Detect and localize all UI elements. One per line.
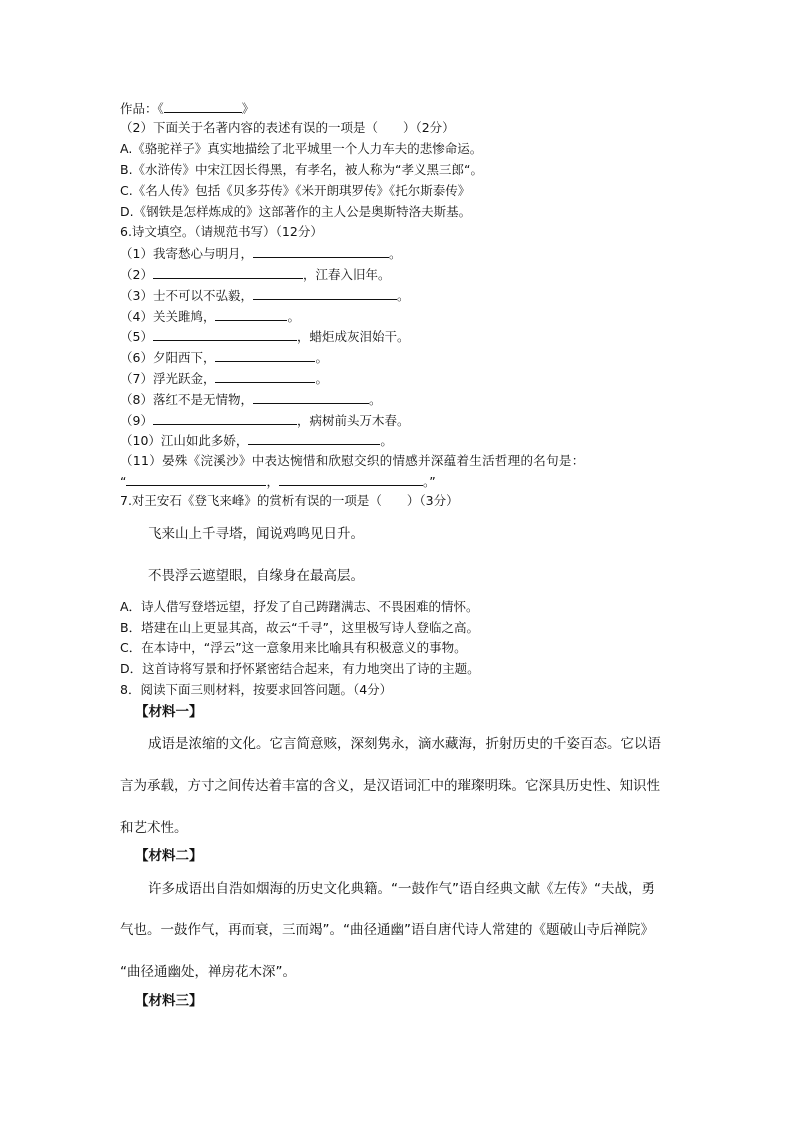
q6-item-6-text: （6）夕阳西下， [120, 350, 216, 365]
q6-item-1-blank[interactable] [253, 245, 389, 258]
q6-item-9 [120, 412, 409, 429]
q6-item-3-end: 。 [396, 288, 410, 303]
q6-item-4-end: 。 [287, 309, 300, 324]
q6-item-11-blank-1[interactable] [126, 473, 266, 486]
q6-item-8-blank[interactable] [253, 391, 369, 404]
q7-option-d: D．这首诗将写景和抒怀紧密结合起来，有力地突出了诗的主题。 [120, 661, 480, 676]
material-1-line-1: 成语是浓缩的文化。它言简意赅，深刻隽永，滴水藏海，折射历史的千姿百态。它以语 [148, 736, 661, 752]
material-1-line-3: 和艺术性。 [120, 820, 188, 836]
q7-option-a: A．诗人借写登塔远望，抒发了自己踌躇满志、不畏困难的情怀。 [120, 599, 479, 614]
q2-option-b: B.《水浒传》中宋江因长得黑，有孝名，被人称为“孝义黑三郎“。 [120, 162, 484, 177]
q6-item-7 [120, 370, 328, 387]
material-1-title: 【材料一】 [135, 704, 203, 720]
q6-item-4-text: （4）关关雎鸠， [120, 309, 216, 324]
q6-item-3-text: （3）士不可以不弘毅， [120, 288, 253, 303]
q6-item-9-blank[interactable] [153, 412, 297, 425]
q6-item-8-text: （8）落红不是无情物， [120, 392, 253, 407]
q6-item-1-end: 。 [388, 246, 402, 261]
work-label: 作品：《 [120, 101, 164, 116]
q6-title: 6.诗文填空。（请规范书写）（12分） [120, 224, 323, 239]
work-answer-blank[interactable] [164, 100, 242, 113]
q6-item-10 [120, 432, 393, 449]
q6-item-3 [120, 287, 409, 304]
q6-item-11-blank-2[interactable] [279, 473, 423, 486]
q6-item-10-end: 。 [380, 433, 393, 448]
q6-item-1-text: （1）我寄愁心与明月， [120, 246, 253, 261]
q6-item-9-text: （9） [120, 413, 153, 428]
q6-item-3-blank[interactable] [253, 287, 397, 300]
material-1-line-2: 言为承载，方寸之间传达着丰富的含义，是汉语词汇中的璀璨明珠。它深具历史性、知识性 [120, 778, 660, 794]
q8-stem: 8．阅读下面三则材料，按要求回答问题。（4分） [120, 682, 393, 697]
q6-item-5-text: （5） [120, 329, 153, 344]
q6-item-11-open-quote: “ [120, 474, 127, 489]
material-2-title: 【材料二】 [135, 848, 203, 864]
q6-item-8-end: 。 [368, 392, 382, 407]
q6-item-7-blank[interactable] [215, 370, 315, 383]
q6-item-2-end: ，江春入旧年。 [302, 267, 391, 282]
q6-item-7-text: （7）浮光跃金， [120, 371, 216, 386]
q6-item-11-comma: ， [266, 474, 279, 489]
q2-option-c: C.《名人传》包括《贝多芬传》《米开朗琪罗传》《托尔斯泰传》 [120, 183, 471, 198]
q6-item-6-end: 。 [315, 350, 328, 365]
q7-poem-line-1: 飞来山上千寻塔，闻说鸡鸣见日升。 [148, 526, 364, 542]
q6-item-4 [120, 308, 300, 325]
q2-stem: （2）下面关于名著内容的表述有误的一项是（ ）（2分） [120, 120, 455, 135]
q6-item-2 [120, 266, 390, 283]
material-3-title: 【材料三】 [135, 993, 203, 1009]
material-2-line-3: “曲径通幽处，禅房花木深”。 [120, 964, 296, 980]
q2-option-a: A.《骆驼祥子》真实地描绘了北平城里一个人力车夫的悲惨命运。 [120, 141, 483, 156]
q6-item-5-blank[interactable] [153, 328, 297, 341]
q6-item-11-answer [120, 473, 436, 490]
q7-option-b: B．塔建在山上更显其高，故云“千寻”，这里极写诗人登临之高。 [120, 620, 480, 635]
q6-item-1 [120, 245, 401, 262]
q6-item-7-end: 。 [315, 371, 328, 386]
q6-item-2-blank[interactable] [153, 266, 303, 279]
q7-option-c: C．在本诗中，“浮云”这一意象用来比喻具有积极意义的事物。 [120, 640, 467, 655]
q6-item-11: （11）晏殊《浣溪沙》中表达惋惜和欣慰交织的情感并深蕴着生活哲理的名句是： [120, 453, 585, 468]
q7-stem: 7.对王安石《登飞来峰》的赏析有误的一项是（ ）（3分） [120, 493, 459, 508]
q6-item-11-close-quote: 。” [423, 474, 436, 489]
q6-item-10-text: （10）江山如此多娇， [120, 433, 249, 448]
material-2-line-2: 气也。一鼓作气，再而衰，三而竭”。“曲径通幽”语自唐代诗人常建的《题破山寺后禅院》 [120, 922, 654, 938]
material-2-line-1: 许多成语出自浩如烟海的历史文化典籍。“一鼓作气”语自经典文献《左传》“夫战，勇 [148, 881, 655, 897]
q6-item-10-blank[interactable] [248, 432, 380, 445]
q6-item-5 [120, 328, 409, 345]
q6-item-4-blank[interactable] [215, 308, 287, 321]
q6-item-6-blank[interactable] [215, 349, 315, 362]
q6-item-8 [120, 391, 381, 408]
q7-poem-line-2: 不畏浮云遮望眼，自缘身在最高层。 [148, 568, 364, 584]
work-answer-line [120, 100, 254, 117]
work-close: 》 [241, 101, 255, 116]
q6-item-5-end: ，蜡炬成灰泪始干。 [296, 329, 410, 344]
q6-item-2-text: （2） [120, 267, 153, 282]
q6-item-6 [120, 349, 328, 366]
q2-option-d: D.《钢铁是怎样炼成的》这部著作的主人公是奥斯特洛夫斯基。 [120, 204, 472, 219]
q6-item-9-end: ，病树前头万木春。 [296, 413, 410, 428]
